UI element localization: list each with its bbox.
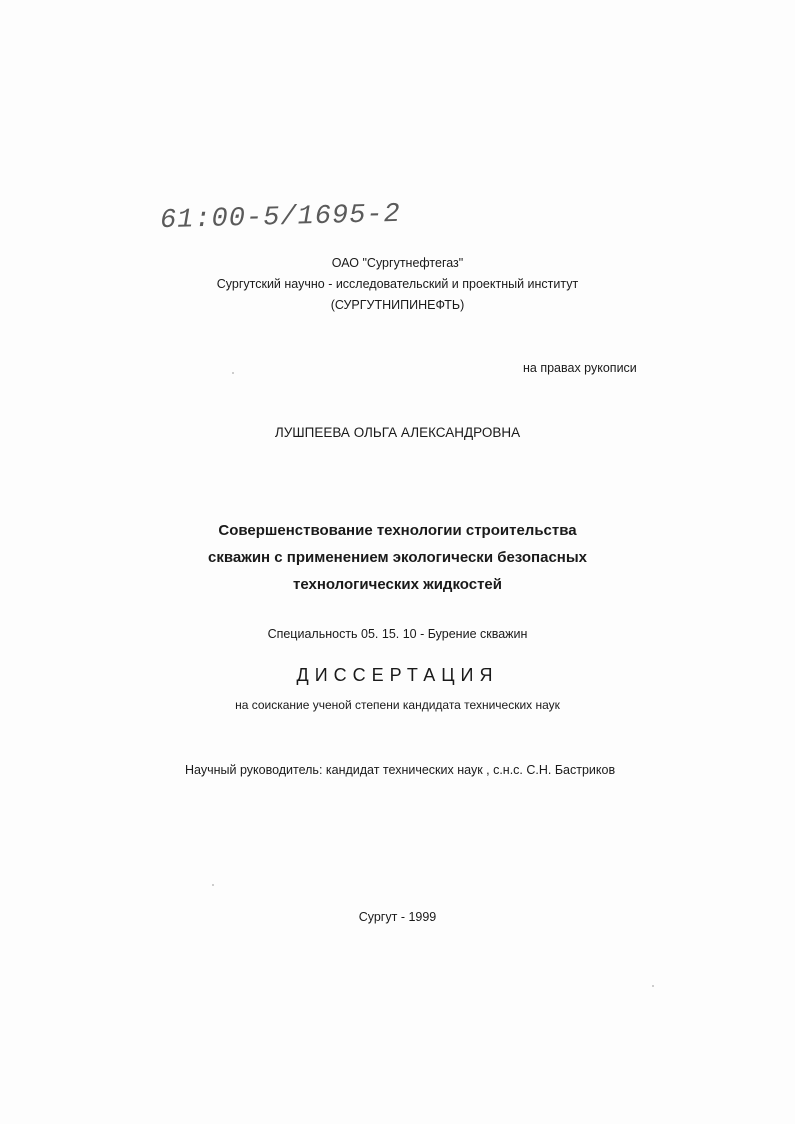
institute-name: Сургутский научно - исследовательский и проектный институт (216, 277, 579, 291)
archive-stamp: 61:00-5/1695-2 (159, 199, 402, 237)
degree-line: на соискание ученой степени кандидата технических наук (235, 698, 560, 712)
scan-speck (652, 985, 654, 987)
author-name: ЛУШПЕЕВА ОЛЬГА АЛЕКСАНДРОВНА (274, 425, 521, 440)
institute-abbreviation: (СУРГУТНИПИНЕФТЬ) (330, 298, 465, 312)
company-name: ОАО "Сургутнефтегаз" (331, 256, 464, 270)
specialty: Специальность 05. 15. 10 - Бурение скважин (267, 627, 528, 641)
scan-speck (232, 372, 234, 374)
title-line-2: скважин с применением экологически безопасных (207, 549, 588, 566)
title-line-3: технологических жидкостей (293, 576, 502, 593)
manuscript-note: на правах рукописи (523, 361, 637, 375)
dissertation-title (0, 517, 795, 598)
scan-speck (212, 884, 214, 886)
title-line-1: Совершенствование технологии строительства (218, 522, 577, 539)
scientific-supervisor: Научный руководитель: кандидат технических наук , с.н.с. С.Н. Бастриков (185, 763, 616, 777)
document-type-heading: ДИССЕРТАЦИЯ (296, 665, 499, 685)
place-and-year: Сургут - 1999 (358, 910, 437, 924)
